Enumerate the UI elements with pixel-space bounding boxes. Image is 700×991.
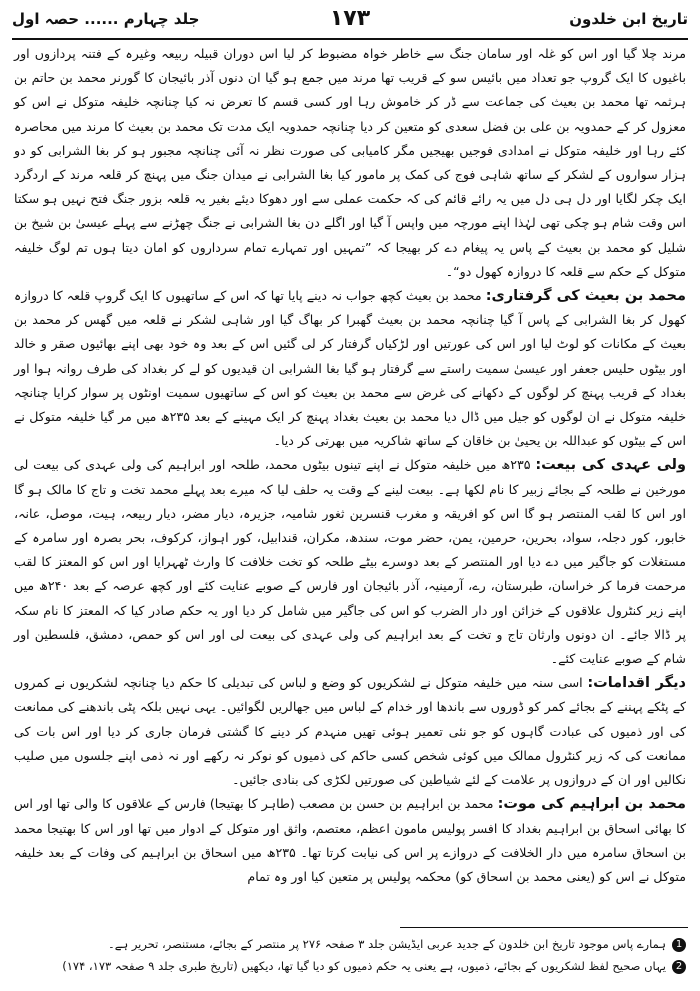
footnote-1: 1ہمارے پاس موجود تاریخ ابن خلدون کے جدید عربی ایڈیشن جلد ۳ صفحہ ۲۷۶ پر منتصر کے بجائے، مستنصر، تحریر ہے۔ [14, 935, 686, 953]
footnote-2: 2یہاں صحیح لفظ لشکریوں کے بجائے، ذمیوں، ہے یعنی یہ حکم ذمیوں کو دیا گیا تھا، دیکھیں (تاریخ طبری جلد ۹ صفحہ ۱۷۳، ۱۷۴) [14, 957, 686, 975]
paragraph-2: محمد بن بعیث کی گرفتاری: محمد بن بعیث کچھ جواب نہ دینے پایا تھا کہ اس کے ساتھیوں کا ایک گروپ قلعہ کا دروازہ کھول کر بغا الشرابی کے پاس آ گیا چنانچہ محمد بن بعیث گھبرا کر بھاگ گیا اور شاہی لشکر نے قلعہ میں گھس کر محمد بن بعیث کے مکانات کو لوٹ لیا اور اس کی عورتیں اور لڑکیاں گرفتار کر لی گئیں اس کے بعد وہ خود بھی اپنے بھائیوں صقر و خالد اور بیٹوں حلیس جعفر اور عیسیٰ سمیت راستے سے گرفتار ہو گیا بغا الشرابی ان قیدیوں کو لے کر بغداد کی طرف روانہ ہوا اور بغداد کے قریب پہنچ کر لوگوں کے دکھانے کی غرض سے محمد بن بعیث کو اس کے ساتھیوں سمیت اونٹوں پر سوار کرایا چنانچہ خلیفہ متوکل نے ان لوگوں کو جیل میں ڈال دیا محمد بن بعیث بغداد پہنچ کر ایک مہینے کے بعد ۲۳۵ھ میں مر گیا خلیفہ متوکل نے اس کے بیٹوں کو عبداللہ بن یحییٰ بن خاقان کے ساتھ شاکریہ میں بھرتی کر دیا۔ [14, 288, 687, 449]
footnote-number: 2 [672, 960, 686, 974]
footnote-rule [400, 927, 688, 928]
volume-label: جلد چہارم ...... حصہ اول [12, 10, 200, 28]
section-heading: محمد بن ابراہیم کی موت: [497, 796, 686, 813]
paragraph-5: محمد بن ابراہیم کی موت: محمد بن ابراہیم بن حسن بن مصعب (طاہر کا بھتیجا) فارس کے علاقوں کا والی تھا اور اس کا بھائی اسحاق بن ابراہیم بغداد کا افسر پولیس مامون اعظم، معتصم، واثق اور متوکل کے ادوار میں تھا اور اس کا بھتیجا محمد بن اسحاق سامرہ میں دار الخلافت کے دروازے پر اس کی نیابت کرتا تھا۔ ۲۳۵ھ میں اسحاق بن ابراہیم کی وفات کے بعد خلیفہ متوکل نے اس کو (یعنی محمد بن اسحاق کو) محکمہ پولیس پر متعین کیا اور وہ تمام [14, 796, 686, 884]
footnote-number: 1 [672, 938, 686, 952]
paragraph-3: ولی عہدی کی بیعت: ۲۳۵ھ میں خلیفہ متوکل نے اپنے تینوں بیٹوں محمد، طلحہ اور ابراہیم کی ولی عہدی کی بیعت لی مورخین نے طلحہ کے بجائے زبیر کا نام لکھا ہے۔ بیعت لینے کے وقت یہ حلف لیا کہ میرے بعد پہلے محمد تخت و تاج کا مالک ہو گا اور اس کا لقب المنتصر ہو گا اس کو افریقہ و مغرب قنسرین ثغور شامیہ، جزیرہ، دیار مضر، دیار ربیعہ، ہیت، موصل، عانہ، خابور، کور دجلہ، سواد، بحرین، حرمین، یمن، حضر موت، سندھ، مکران، قندابیل، کور اہواز، کرکوف، بحر بصرہ اور سامرہ کے مستغلات کو جاگیر میں دے دیا اور المنتصر کے بعد دوسرے بیٹے طلحہ کو تخت خلافت کا وارث ٹھہرایا اور اس کو المعتز کا لقب مرحمت فرما کر خراسان، طبرستان، رے، آرمینیہ، آذر بائیجان اور فارس کے صوبے عنایت کئے اور کچھ عرصہ کے بعد ۲۴۰ھ میں اپنے زیر کنٹرول علاقوں کے خزائن اور دار الضرب کو اس کی جاگیر میں شامل کر دیا اور یہ حکم صادر کیا کہ المعتز کا نام سکہ پر ڈالا جائے۔ ان دونوں وارثان تاج و تخت کے بعد ابراہیم کی ولی عہدی کی بیعت لی اور اس کو حمص، دمشق، فلسطین اور شام کے صوبے عنایت کئے۔ [14, 457, 686, 667]
section-heading: دیگر اقدامات: [587, 675, 686, 692]
page-number: ۱۷۳ [329, 6, 371, 31]
paragraph-1: مرند چلا گیا اور اس کو غلہ اور سامان جنگ سے خاطر خواہ مضبوط کر لیا اس دوران قبیلہ ربیعہ وغیرہ کے فتنہ پردازوں اور باغیوں کا ایک گروپ جو تعداد میں بائیس سو کے قریب تھا مرند میں جمع ہو گیا ان دنوں آذر بائیجان کا گورنر محمد بن حاتم بن ہرثمہ تھا محمد بن بعیث کی جماعت سے ڈر کر خاموش رہا اور کسی قسم کا تعرض نہ کیا چنانچہ خلیفہ متوکل نے اس کو معزول کر کے حمدویہ بن علی بن فضل سعدی کو متعین کر دیا چنانچہ حمدویہ ایک مدت تک محمد بن بعیث کا مرند میں محاصرہ کئے رہا اور خلیفہ متوکل نے امدادی فوجیں بھیجیں مگر کامیابی کی صورت نظر نہ آئی چنانچہ مجبور ہو کر بغا الشرابی کو دو ہزار سواروں کے لشکر کے ساتھ شاہی فوج کی کمک پر مامور کیا بغا الشرابی نے میدان جنگ میں پہنچ کر قلعہ مرند کے اردگرد ایک چکر لگایا اور دل ہی دل میں یہ رائے قائم کی کہ حکمت عملی سے اور دھوکا دیئے بغیر یہ قلعہ بزور جنگ فتح نہیں ہو سکتا اس وقت شام ہو چکی تھی لہٰذا اپنے مورچہ میں واپس آ گیا اور اگلے دن بغا الشرابی نے جنگ چھڑنے سے پہلے عیسیٰ بن شیخ بن شلیل کو محمد بن بعیث کے پاس یہ پیغام دے کر بھیجا کہ ”تمہیں اور تمہارے تمام سرداروں کو امان دیتا ہوں تم لوگ خلیفہ متوکل کے حکم سے قلعہ کا دروازہ کھول دو“۔ [14, 46, 686, 279]
section-heading: محمد بن بعیث کی گرفتاری: [485, 288, 686, 305]
paragraph-4: دیگر اقدامات: اسی سنہ میں خلیفہ متوکل نے لشکریوں کو وضع و لباس کی تبدیلی کا حکم دیا چنانچہ لشکریوں نے کمروں کے پٹکے پہننے کے بجائے کمر کو ڈوروں سے باندھا اور خدام کے لباس میں جھالریں لگوائیں۔ یہی نہیں بلکہ پٹی باندھنے کی ممانعت کی اور ذمیوں کی عبادت گاہوں کو جو نئی تعمیر ہوئی تھیں منہدم کر دینے کا گشتی فرمان جاری کر دیا اور اس بات کی ممانعت کی کہ زیر کنٹرول ممالک میں کوئی شخص کسی حاکم کی ذمیوں کو نوکر نہ رکھے اور نہ ذمی اپنے جلسوں میں صلیب نکالیں اور ان کے دروازوں پر علامت کے لئے شیاطین کی صورتیں لکڑی کی بنادی جائیں۔ [14, 675, 686, 788]
book-title: تاریخ ابن خلدون [569, 10, 688, 28]
main-text [14, 42, 686, 889]
header-rule [12, 38, 688, 40]
section-heading: ولی عہدی کی بیعت: [535, 457, 686, 474]
page-header [12, 6, 688, 36]
